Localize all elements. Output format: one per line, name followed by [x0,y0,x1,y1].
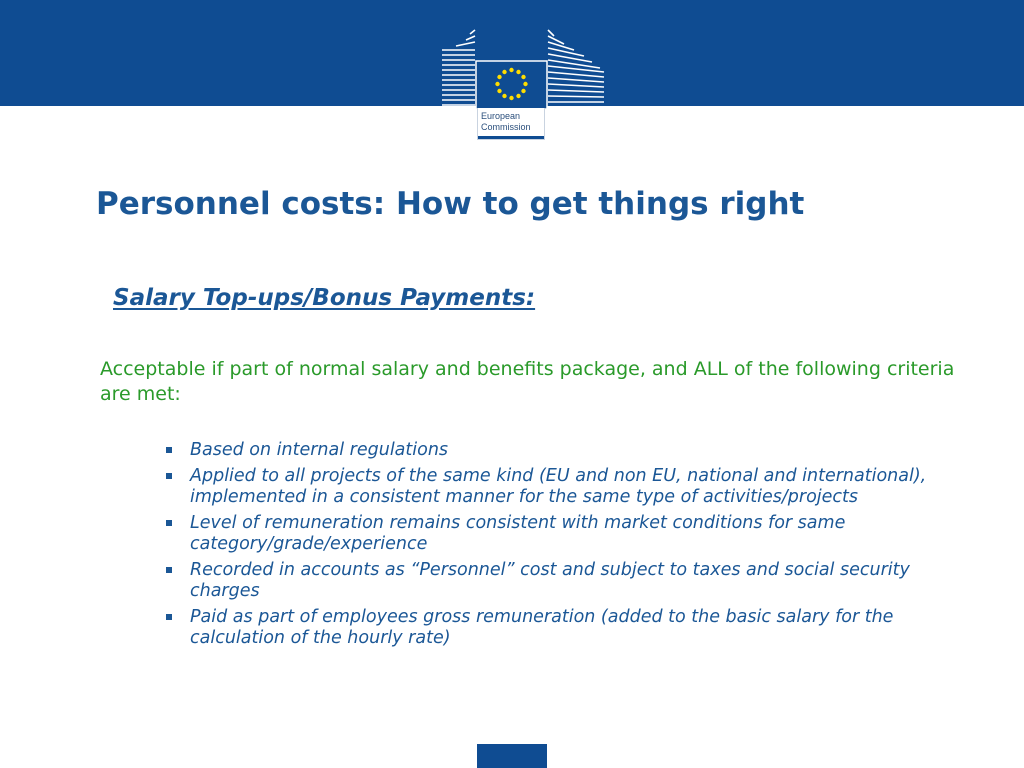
criteria-text: Based on internal regulations [190,440,449,460]
criteria-item [163,466,963,509]
criteria-item [163,440,963,462]
slide-title: Personnel costs: How to get things right [96,186,805,222]
footer-flag [477,744,547,768]
square-bullet-icon [166,473,172,479]
criteria-text: Level of remuneration remains consistent with market conditions for same category/grade/experience [190,512,846,554]
logo-label-bar [478,136,544,139]
square-bullet-icon [166,614,172,620]
criteria-text: Paid as part of employees gross remuneration (added to the basic salary for the calculation of the hourly rate) [190,606,894,648]
square-bullet-icon [166,567,172,573]
intro-paragraph: Acceptable if part of normal salary and benefits package, and ALL of the following criteria are met: [100,358,955,405]
criteria-item [163,560,963,603]
criteria-item [163,513,963,556]
criteria-text: Applied to all projects of the same kind (EU and non EU, national and international), implemented in a consistent manner for the same type of activities/projects [190,465,927,507]
criteria-list [163,440,963,654]
logo-label-line2: Commission [481,122,531,132]
slide-subtitle: Salary Top-ups/Bonus Payments: [113,285,536,311]
logo-label-line1: European [481,111,521,121]
criteria-item [163,607,963,650]
square-bullet-icon [166,447,172,453]
logo-label [477,108,545,140]
square-bullet-icon [166,520,172,526]
criteria-text: Recorded in accounts as “Personnel” cost and subject to taxes and social security charges [190,559,910,601]
